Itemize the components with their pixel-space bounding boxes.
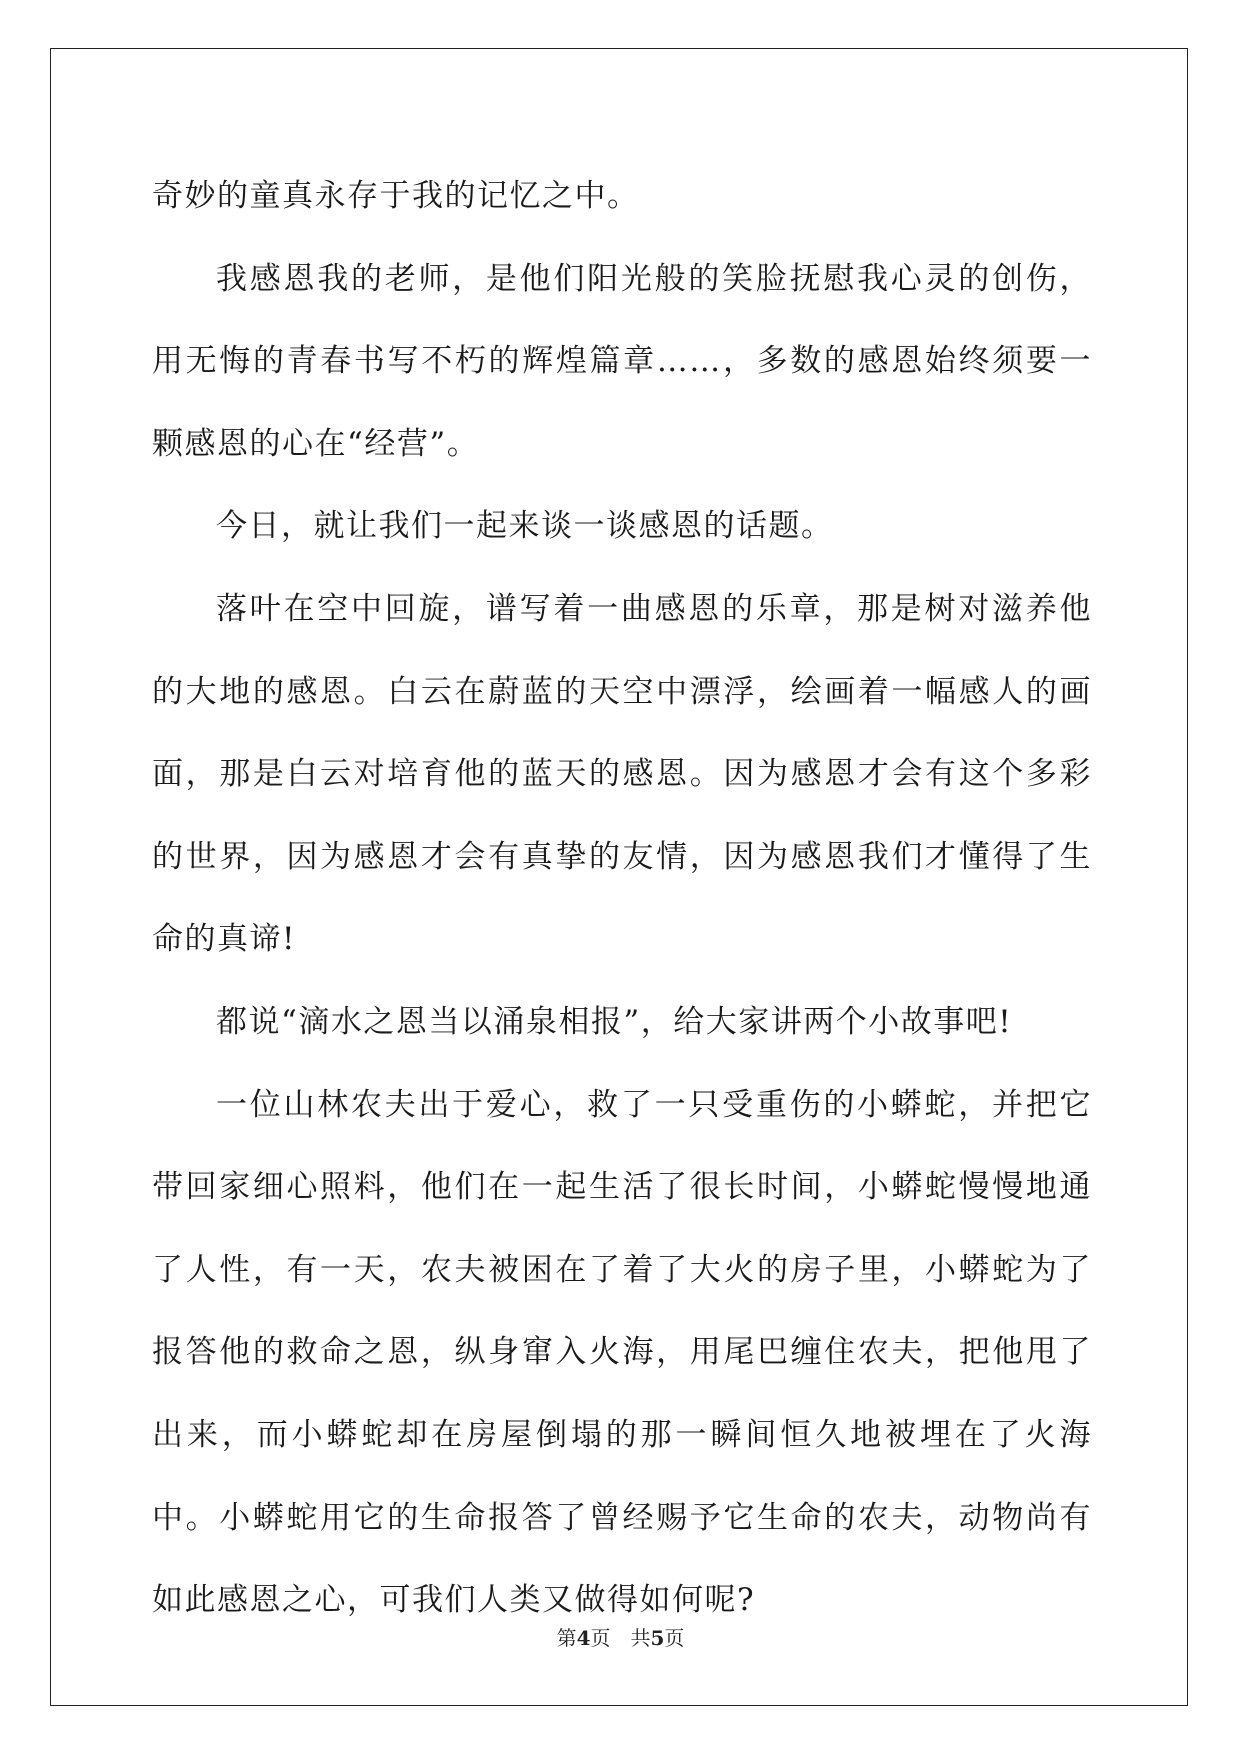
footer-total-suffix: 页 xyxy=(664,1626,685,1650)
paragraph-6: 一位山林农夫出于爱心，救了一只受重伤的小蟒蛇，并把它带回家细心照料，他们在一起生活了很长时间，小蟒蛇慢慢地通了人性，有一天，农夫被困在了着了大火的房子里，小蟒蛇为了报答他的救命之恩，纵身窜入火海，用尾巴缠住农夫，把他甩了出来，而小蟒蛇却在房屋倒塌的那一瞬间恒久地被埋在了火海中。小蟒蛇用它的生命报答了曾经赐予它生命的农夫，动物尚有如此感恩之心，可我们人类又做得如何呢? xyxy=(152,1086,1092,1619)
footer-total-prefix: 共 xyxy=(630,1626,651,1650)
page-footer xyxy=(0,1622,1241,1651)
paragraph-5: 都说“滴水之恩当以涌泉相报”，给大家讲两个小故事吧! xyxy=(216,1003,1013,1040)
paragraph-4: 落叶在空中回旋，谱写着一曲感恩的乐章，那是树对滋养他的大地的感恩。白云在蔚蓝的天空中漂浮，绘画着一幅感人的画面，那是白云对培育他的蓝天的感恩。因为感恩才会有这个多彩的世界，因为感恩才会有真挚的友情，因为感恩我们才懂得了生命的真谛! xyxy=(152,590,1092,958)
document-body xyxy=(152,155,1092,1642)
footer-page-number: 4 xyxy=(576,1626,591,1650)
footer-page-prefix: 第 xyxy=(556,1626,577,1650)
paragraph-2: 我感恩我的老师，是他们阳光般的笑脸抚慰我心灵的创伤，用无悔的青春书写不朽的辉煌篇章……，多数的感恩始终须要一颗感恩的心在“经营”。 xyxy=(152,260,1092,462)
footer-page-suffix: 页 xyxy=(590,1626,611,1650)
footer-total-pages: 5 xyxy=(650,1626,665,1650)
paragraph-3: 今日，就让我们一起来谈一谈感恩的话题。 xyxy=(216,508,834,545)
paragraph-1: 奇妙的童真永存于我的记忆之中。 xyxy=(152,178,640,214)
